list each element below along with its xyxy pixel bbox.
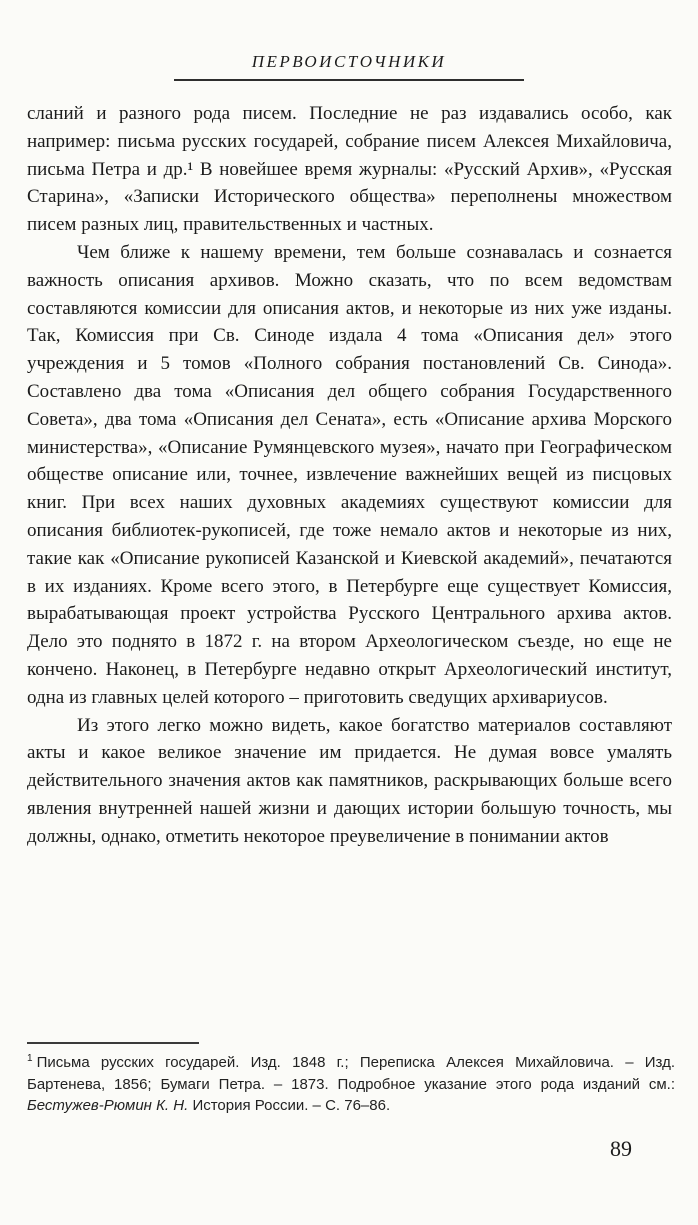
paragraph: Из этого легко можно видеть, какое богатство материалов составляют акты и какое великое значение им придается. Не думая вовсе умалять действительного значения актов как памятников, раскрывающих больше всего явления внутренней нашей жизни и дающих истории большую точность, мы должны, однако, отметить некоторое преувеличение в понимании актов (27, 714, 672, 847)
running-header-title: ПЕРВОИСТОЧНИКИ (174, 52, 524, 81)
footnote-text: Письма русских государей. Изд. 1848 г.; Переписка Алексея Михайловича. – Изд. Бартенева, 1856; Бумаги Петра. – 1873. Подробное указание этого рода изданий см.: (27, 1054, 675, 1093)
footnote-author: Бестужев-Рюмин К. Н. (27, 1097, 189, 1114)
paragraph: Чем ближе к нашему времени, тем больше сознавалась и сознается важность описания архивов. Можно сказать, что по всем ведомствам составляются комиссии для описания актов, и некоторые из них уже изданы. Так, Комиссия при Св. Синоде издала 4 тома «Описания дел» этого учреждения и 5 томов «Полного собрания постановлений Св. Синода». Составлено два тома «Описания дел общего собрания Государственного Совета», два тома «Описания дел Сената», есть «Описание архива Морского министерства», «Описание Румянцевского музея», начато при Географическом обществе описание или, точнее, извлечение важнейших вещей из писцовых книг. При всех наших духовных академиях существуют комиссии для описания библиотек-рукописей, где тоже немало актов и некоторые из них, такие как «Описание рукописей Казанской и Киевской академий», печатаются в их изданиях. Кроме всего этого, в Петербурге еще существует Комиссия, вырабатывающая проект устройства Русского Центрального архива актов. Дело это поднято в 1872 г. на втором Археологическом съезде, но еще не кончено. Наконец, в Петербурге недавно открыт Археологический институт, одна из главных целей которого – приготовить сведущих архивариусов. (27, 241, 672, 708)
footnote-text-end: История России. – С. 76–86. (192, 1097, 391, 1114)
footnote (27, 1052, 675, 1117)
page-body (27, 100, 672, 851)
footnote-marker: 1 (27, 1053, 33, 1064)
page-number: 89 (610, 1136, 632, 1161)
footnote-separator (27, 1042, 199, 1044)
paragraph: сланий и разного рода писем. Последние не раз издавались особо, как например: письма русских государей, собрание писем Алексея Михайловича, письма Петра и др.¹ В новейшее время журналы: «Русский Архив», «Русская Старина», «Записки Исторического общества» переполнены множеством писем разных лиц, правительственных и частных. (27, 103, 672, 236)
page-header (0, 52, 698, 81)
